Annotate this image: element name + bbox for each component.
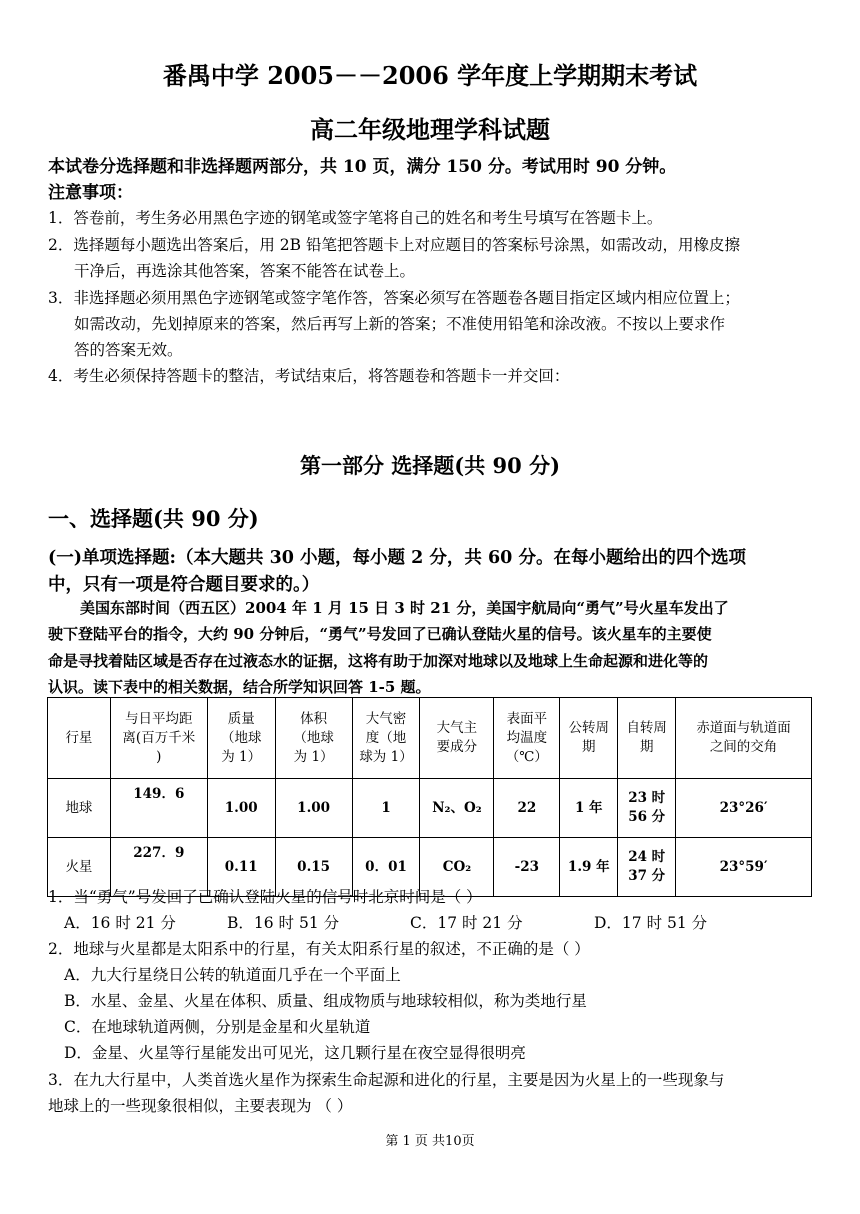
row-mars-atmosphere: CO₂ [420,838,494,897]
page-footer: 第 1 页 共10页 [385,1134,475,1149]
row-earth-mass: 1.00 [207,779,275,838]
passage-line-4: 认识。读下表中的相关数据，结合所学知识回答 1-5 题。 [48,678,431,696]
section-title: 一、选择题(共 90 分) [48,506,259,531]
row-earth-revolution: 1 年 [560,779,618,838]
header-atmos-composition: 大气主 要成分 [420,698,494,779]
q2-option-b: B．水星、金星、火星在体积、质量、组成物质与地球较相似，称为类地行星 [64,992,587,1010]
question-2-stem: 2．地球与火星都是太阳系中的行星，有关太阳系行星的叙述，不正确的是（ ） [48,940,590,958]
header-surface-temp: 表面平 均温度 （℃） [494,698,560,779]
header-revolution: 公转周 期 [560,698,618,779]
row-earth-rotation: 23 时 56 分 [618,779,676,838]
row-earth-distance: 149．6 [110,779,207,838]
header-volume: 体积 （地球 为 1） [275,698,352,779]
row-mars-temperature: -23 [494,838,560,897]
header-axial-tilt: 赤道面与轨道面 之间的交角 [676,698,812,779]
row-mars-mass: 0.11 [207,838,275,897]
header-mass: 质量 （地球 为 1） [207,698,275,779]
row-mars-volume: 0.15 [275,838,352,897]
q2-option-c: C．在地球轨道两侧，分别是金星和火星轨道 [64,1018,371,1036]
notice-item-4: 4．考生必须保持答题卡的整洁，考试结束后，将答题卷和答题卡一并交回： [48,367,570,385]
exam-subtitle: 高二年级地理学科试题 [310,115,550,144]
row-mars-revolution: 1.9 年 [560,838,618,897]
q1-option-b: B．16 时 51 分 [227,914,340,932]
row-mars-rotation: 24 时 37 分 [618,838,676,897]
notice-item-3: 3．非选择题必须用黑色字迹钢笔或签字笔作答，答案必须写在答题卷各题目指定区域内相应位置上； [48,289,740,307]
q2-option-d: D．金星、火星等行星能发出可见光，这几颗行星在夜空显得很明亮 [64,1044,526,1062]
table-row [48,779,812,838]
question-1-stem: 1．当“勇气”号发回了已确认登陆火星的信号时北京时间是（ ） [48,888,482,906]
row-mars-tilt: 23°59′ [676,838,812,897]
q1-option-c: C．17 时 21 分 [410,914,523,932]
header-rotation: 自转周 期 [618,698,676,779]
row-earth-volume: 1.00 [275,779,352,838]
passage-line-1: 美国东部时间（西五区）2004 年 1 月 15 日 3 时 21 分，美国宇航局向“勇气”号火星车发出了 [80,599,729,617]
subsection-instructions-cont: 中，只有一项是符合题目要求的。） [48,575,320,595]
row-earth-density: 1 [352,779,420,838]
row-earth-name: 地球 [48,779,111,838]
notice-item-2-cont: 干净后，再选涂其他答案，答案不能答在试卷上。 [74,262,416,280]
table-header-row [48,698,812,779]
header-distance: 与日平均距 离(百万千米 ) [110,698,207,779]
row-earth-temperature: 22 [494,779,560,838]
notice-heading: 注意事项： [48,183,133,203]
row-mars-distance: 227．9 [110,838,207,897]
row-earth-tilt: 23°26′ [676,779,812,838]
row-mars-density: 0．01 [352,838,420,897]
exam-intro: 本试卷分选择题和非选择题两部分，共 10 页，满分 150 分。考试用时 90 分钟。 [48,157,677,177]
question-3-stem-cont: 地球上的一些现象很相似，主要表现为 （ ） [48,1097,353,1115]
header-planet: 行星 [48,698,111,779]
question-3-stem: 3．在九大行星中，人类首选火星作为探索生命起源和进化的行星，主要是因为火星上的一些现象与 [48,1071,725,1089]
q1-option-d: D．17 时 51 分 [594,914,708,932]
notice-item-1: 1．答卷前，考生务必用黑色字迹的钢笔或签字笔将自己的姓名和考生号填写在答题卡上。 [48,209,663,227]
header-atmos-density: 大气密 度（地 球为 1） [352,698,420,779]
subsection-instructions: (一)单项选择题:（本大题共 30 小题，每小题 2 分，共 60 分。在每小题给出的四个选项 [48,548,746,568]
part-title: 第一部分 选择题(共 90 分) [299,453,561,478]
row-earth-atmosphere: N₂、O₂ [420,779,494,838]
question-1-options [64,911,707,933]
row-mars-name: 火星 [48,838,111,897]
notice-item-2: 2．选择题每小题选出答案后，用 2B 铅笔把答题卡上对应题目的答案标号涂黑，如需改动，用橡皮擦 [48,236,740,254]
exam-title: 番禺中学 2005－－2006 学年度上学期期末考试 [162,61,698,90]
notice-item-3-cont: 如需改动，先划掉原来的答案，然后再写上新的答案；不准使用铅笔和涂改液。不按以上要求作 [74,315,726,333]
notice-item-3-cont2: 答的答案无效。 [74,341,183,359]
passage-line-3: 命是寻找着陆区域是否存在过液态水的证据，这将有助于加深对地球以及地球上生命起源和进化等的 [48,652,709,670]
planet-data-table [47,697,812,897]
passage-line-2: 驶下登陆平台的指令，大约 90 分钟后，“勇气”号发回了已确认登陆火星的信号。该火星车的主要使 [48,625,712,643]
q2-option-a: A．九大行星绕日公转的轨道面几乎在一个平面上 [64,966,401,984]
q1-option-a: A．16 时 21 分 [64,914,176,932]
